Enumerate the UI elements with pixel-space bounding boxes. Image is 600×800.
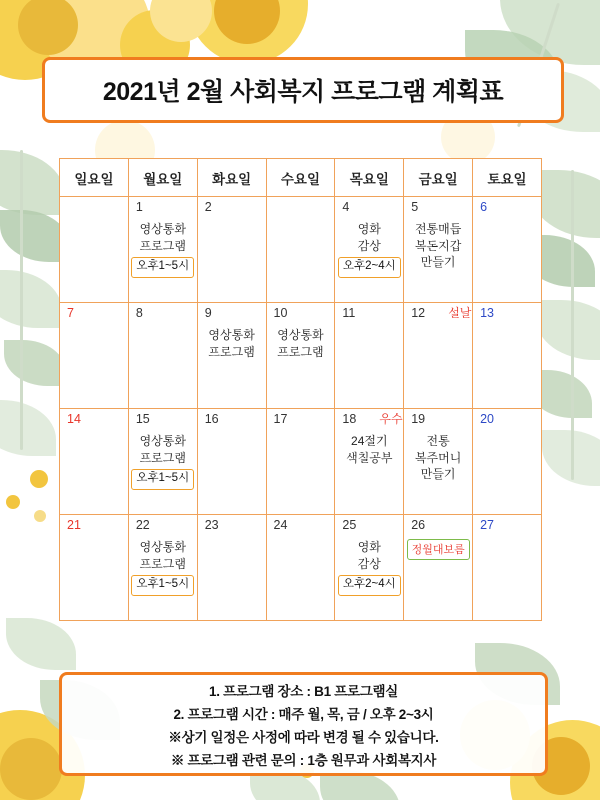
- event-text: 프로그램: [139, 238, 186, 253]
- weekday-header-monday: 월요일: [128, 159, 197, 197]
- leaf: [536, 300, 600, 360]
- stem: [571, 170, 574, 480]
- note-line: ※ 프로그램 관련 문의 : 1층 원무과 사회복지사: [170, 752, 437, 768]
- calendar-day-cell[interactable]: [266, 303, 335, 409]
- calendar-day-cell[interactable]: [404, 197, 473, 303]
- event-text: 복돈지갑: [414, 238, 462, 253]
- special-day-wrapper: [404, 539, 472, 560]
- leaf: [6, 618, 76, 670]
- event-time-badge: 오후1~5시: [131, 575, 194, 596]
- calendar-day-cell[interactable]: [335, 197, 404, 303]
- event-text: 색칠공부: [346, 450, 393, 465]
- event-text: 프로그램: [208, 344, 255, 359]
- calendar-day-cell[interactable]: [60, 197, 129, 303]
- calendar-day-cell[interactable]: [197, 409, 266, 515]
- day-number: 18: [342, 412, 357, 426]
- weekday-header-thursday: 목요일: [335, 159, 404, 197]
- leaf: [0, 270, 62, 328]
- weekday-header-sunday: 일요일: [60, 159, 129, 197]
- calendar-day-cell[interactable]: [128, 197, 197, 303]
- calendar-day-cell[interactable]: [266, 515, 335, 621]
- day-number: 11: [342, 306, 356, 320]
- day-number: 1: [135, 200, 143, 214]
- calendar-week-row: [60, 303, 542, 409]
- day-number: 14: [67, 412, 81, 426]
- event-text: 만들기: [420, 467, 456, 482]
- berry: [30, 470, 48, 488]
- calendar-day-cell[interactable]: [404, 409, 473, 515]
- calendar-header-row: [60, 159, 542, 197]
- calendar-day-cell[interactable]: [266, 197, 335, 303]
- day-number: 8: [135, 306, 143, 320]
- event-time-badge: 오후1~5시: [131, 469, 194, 490]
- event-text: 복주머니: [414, 450, 462, 465]
- event-text: 영상통화: [277, 328, 324, 342]
- event-text: 24절기: [351, 434, 388, 448]
- event-block: [267, 327, 335, 360]
- day-number: 7: [67, 306, 74, 320]
- calendar-day-cell[interactable]: [197, 303, 266, 409]
- note-line: ※상기 일정은 사정에 따라 변경 될 수 있습니다.: [168, 729, 439, 745]
- event-block: [129, 221, 197, 278]
- day-number: 16: [204, 412, 219, 426]
- note-line: 1. 프로그램 장소 : B1 프로그램실: [209, 683, 398, 699]
- calendar-day-cell[interactable]: [266, 409, 335, 515]
- event-text: 영화: [357, 540, 381, 554]
- calendar-day-cell[interactable]: [473, 197, 542, 303]
- event-time-badge: 오후1~5시: [131, 257, 194, 278]
- event-text: 전통: [426, 434, 450, 448]
- event-block: [335, 539, 403, 596]
- event-text: 프로그램: [139, 556, 186, 571]
- event-text: 영상통화: [139, 222, 186, 236]
- day-number: 6: [480, 200, 488, 214]
- day-number: 23: [204, 518, 219, 532]
- berry: [34, 510, 46, 522]
- title-banner: [42, 57, 564, 123]
- event-time-badge: 오후2~4시: [338, 575, 401, 596]
- event-text: 감상: [357, 556, 381, 571]
- calendar-day-cell[interactable]: [335, 303, 404, 409]
- event-block: [404, 221, 472, 271]
- day-number: 12: [411, 306, 426, 320]
- event-text: 프로그램: [277, 344, 324, 359]
- calendar-day-cell[interactable]: [473, 515, 542, 621]
- calendar-day-cell[interactable]: [335, 515, 404, 621]
- event-text: 영상통화: [139, 540, 186, 554]
- calendar-day-cell[interactable]: [197, 197, 266, 303]
- program-calendar: [59, 158, 542, 621]
- calendar-day-cell[interactable]: [404, 515, 473, 621]
- calendar-day-cell[interactable]: [197, 515, 266, 621]
- event-block: [404, 433, 472, 483]
- day-number: 22: [135, 518, 150, 532]
- day-number: 20: [480, 412, 494, 426]
- calendar-day-cell[interactable]: [128, 515, 197, 621]
- berry: [6, 495, 20, 509]
- weekday-header-wednesday: 수요일: [266, 159, 335, 197]
- calendar-day-cell[interactable]: [473, 303, 542, 409]
- holiday-label: 우수: [379, 412, 403, 426]
- day-number: 13: [480, 306, 494, 320]
- leaf: [4, 340, 66, 386]
- calendar-day-cell[interactable]: [473, 409, 542, 515]
- event-block: [129, 539, 197, 596]
- calendar-week-row: [60, 409, 542, 515]
- event-text: 전통매듭: [414, 222, 462, 236]
- note-line: 2. 프로그램 시간 : 매주 월, 목, 금 / 오후 2~3시: [173, 706, 434, 722]
- event-text: 만들기: [420, 255, 456, 270]
- event-text: 프로그램: [139, 450, 186, 465]
- event-text: 영상통화: [208, 328, 255, 342]
- calendar-week-row: [60, 515, 542, 621]
- calendar-day-cell[interactable]: [128, 409, 197, 515]
- event-text: 영화: [357, 222, 381, 236]
- event-block: [335, 433, 403, 466]
- holiday-label: 설날: [448, 306, 472, 320]
- event-block: [129, 433, 197, 490]
- day-number: 15: [135, 412, 150, 426]
- flower-center: [0, 738, 62, 800]
- page-title: 2021년 2월 사회복지 프로그램 계획표: [102, 78, 504, 106]
- day-number: 9: [204, 306, 212, 320]
- event-text: 감상: [357, 238, 381, 253]
- day-number: 21: [67, 518, 81, 532]
- day-number: 24: [273, 518, 288, 532]
- weekday-header-saturday: 토요일: [473, 159, 542, 197]
- day-number: 17: [273, 412, 288, 426]
- event-block: [198, 327, 266, 360]
- day-number: 4: [342, 200, 350, 214]
- stem: [20, 150, 23, 450]
- calendar-week-row: [60, 197, 542, 303]
- leaf: [0, 150, 65, 215]
- notes-panel: [59, 672, 548, 776]
- day-number: 27: [480, 518, 494, 532]
- day-number: 5: [411, 200, 419, 214]
- calendar-day-cell[interactable]: [404, 303, 473, 409]
- calendar-day-cell[interactable]: [60, 409, 129, 515]
- weekday-header-tuesday: 화요일: [197, 159, 266, 197]
- calendar-day-cell[interactable]: [60, 303, 129, 409]
- day-number: 26: [411, 518, 426, 532]
- weekday-header-friday: 금요일: [404, 159, 473, 197]
- day-number: 10: [273, 306, 288, 320]
- day-number: 19: [411, 412, 426, 426]
- special-day-badge: 정월대보름: [407, 539, 470, 560]
- leaf: [0, 400, 56, 456]
- calendar-day-cell[interactable]: [60, 515, 129, 621]
- event-time-badge: 오후2~4시: [338, 257, 401, 278]
- day-number: 25: [342, 518, 357, 532]
- calendar-day-cell[interactable]: [335, 409, 404, 515]
- day-number: 2: [204, 200, 212, 214]
- event-block: [335, 221, 403, 278]
- calendar-body: [60, 197, 542, 621]
- event-text: 영상통화: [139, 434, 186, 448]
- calendar-day-cell[interactable]: [128, 303, 197, 409]
